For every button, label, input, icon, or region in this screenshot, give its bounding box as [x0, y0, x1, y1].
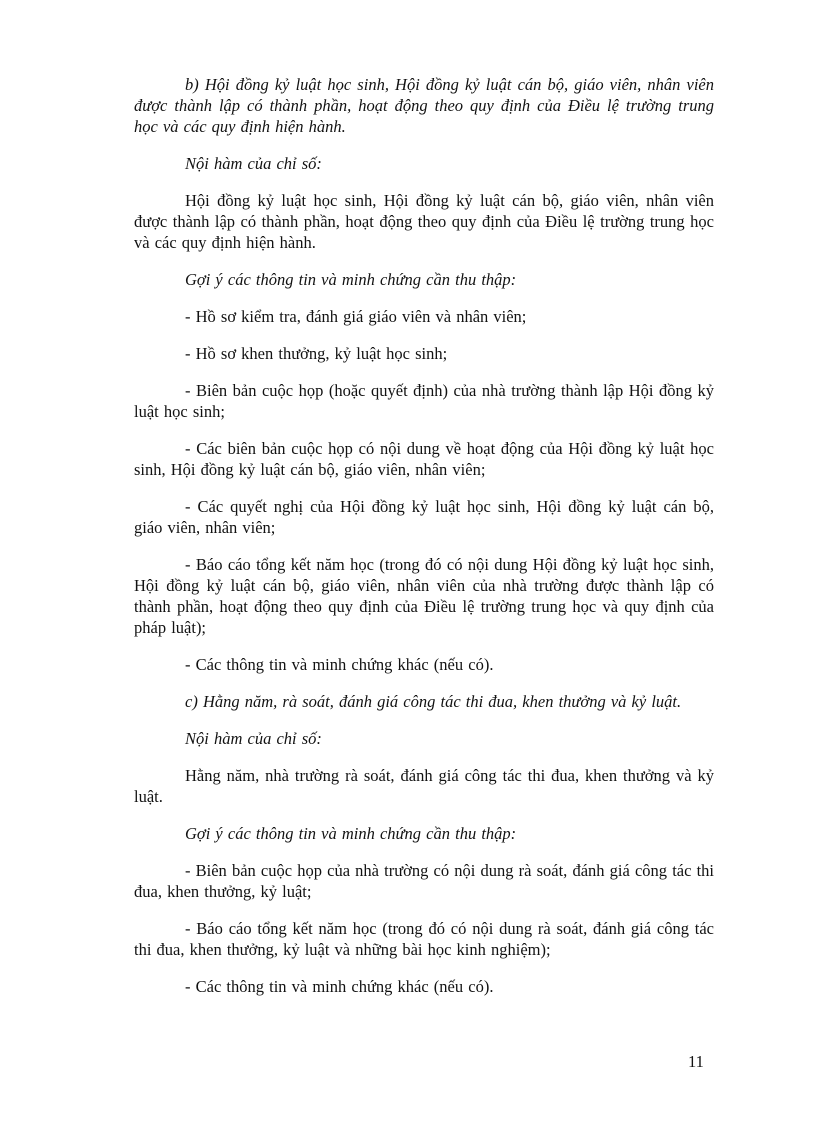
paragraph: - Hồ sơ khen thưởng, kỷ luật học sinh;: [185, 344, 448, 363]
paragraph: Hội đồng kỷ luật học sinh, Hội đồng kỷ luật cán bộ, giáo viên, nhân viên được thành lập có thành phần, hoạt động theo quy định của Điều lệ trường trung học và các quy định hiện hành.: [134, 191, 714, 252]
page-number: 11: [688, 1052, 704, 1071]
paragraph: Hằng năm, nhà trường rà soát, đánh giá công tác thi đua, khen thưởng và kỷ luật.: [134, 766, 714, 806]
paragraph: - Báo cáo tổng kết năm học (trong đó có nội dung Hội đồng kỷ luật học sinh, Hội đồng kỷ luật cán bộ, giáo viên, nhân viên của nhà trường được thành lập có thành phần, hoạt động theo quy định của Điều lệ trường trung học và quy định của pháp luật);: [134, 555, 714, 637]
paragraph: - Các thông tin và minh chứng khác (nếu có).: [185, 655, 494, 674]
paragraph: - Các biên bản cuộc họp có nội dung về hoạt động của Hội đồng kỷ luật học sinh, Hội đồng kỷ luật cán bộ, giáo viên, nhân viên;: [134, 439, 714, 479]
paragraph: Nội hàm của chỉ số:: [185, 154, 322, 173]
paragraph: Nội hàm của chỉ số:: [185, 729, 322, 748]
paragraph: - Hồ sơ kiểm tra, đánh giá giáo viên và nhân viên;: [185, 307, 527, 326]
paragraph: Gợi ý các thông tin và minh chứng cần thu thập:: [185, 824, 517, 843]
document-body: [134, 74, 714, 1013]
paragraph: - Báo cáo tổng kết năm học (trong đó có nội dung rà soát, đánh giá công tác thi đua, khen thưởng, kỷ luật và những bài học kinh nghiệm);: [134, 919, 714, 959]
paragraph: - Các thông tin và minh chứng khác (nếu có).: [185, 977, 494, 996]
paragraph: - Biên bản cuộc họp của nhà trường có nội dung rà soát, đánh giá công tác thi đua, khen thưởng, kỷ luật;: [134, 861, 714, 901]
paragraph: Gợi ý các thông tin và minh chứng cần thu thập:: [185, 270, 517, 289]
paragraph: b) Hội đồng kỷ luật học sinh, Hội đồng kỷ luật cán bộ, giáo viên, nhân viên được thành lập có thành phần, hoạt động theo quy định của Điều lệ trường trung học và các quy định hiện hành.: [134, 75, 714, 136]
paragraph: - Biên bản cuộc họp (hoặc quyết định) của nhà trường thành lập Hội đồng kỷ luật học sinh;: [134, 381, 714, 421]
paragraph: - Các quyết nghị của Hội đồng kỷ luật học sinh, Hội đồng kỷ luật cán bộ, giáo viên, nhân viên;: [134, 497, 714, 537]
paragraph: c) Hằng năm, rà soát, đánh giá công tác thi đua, khen thưởng và kỷ luật.: [185, 692, 682, 711]
